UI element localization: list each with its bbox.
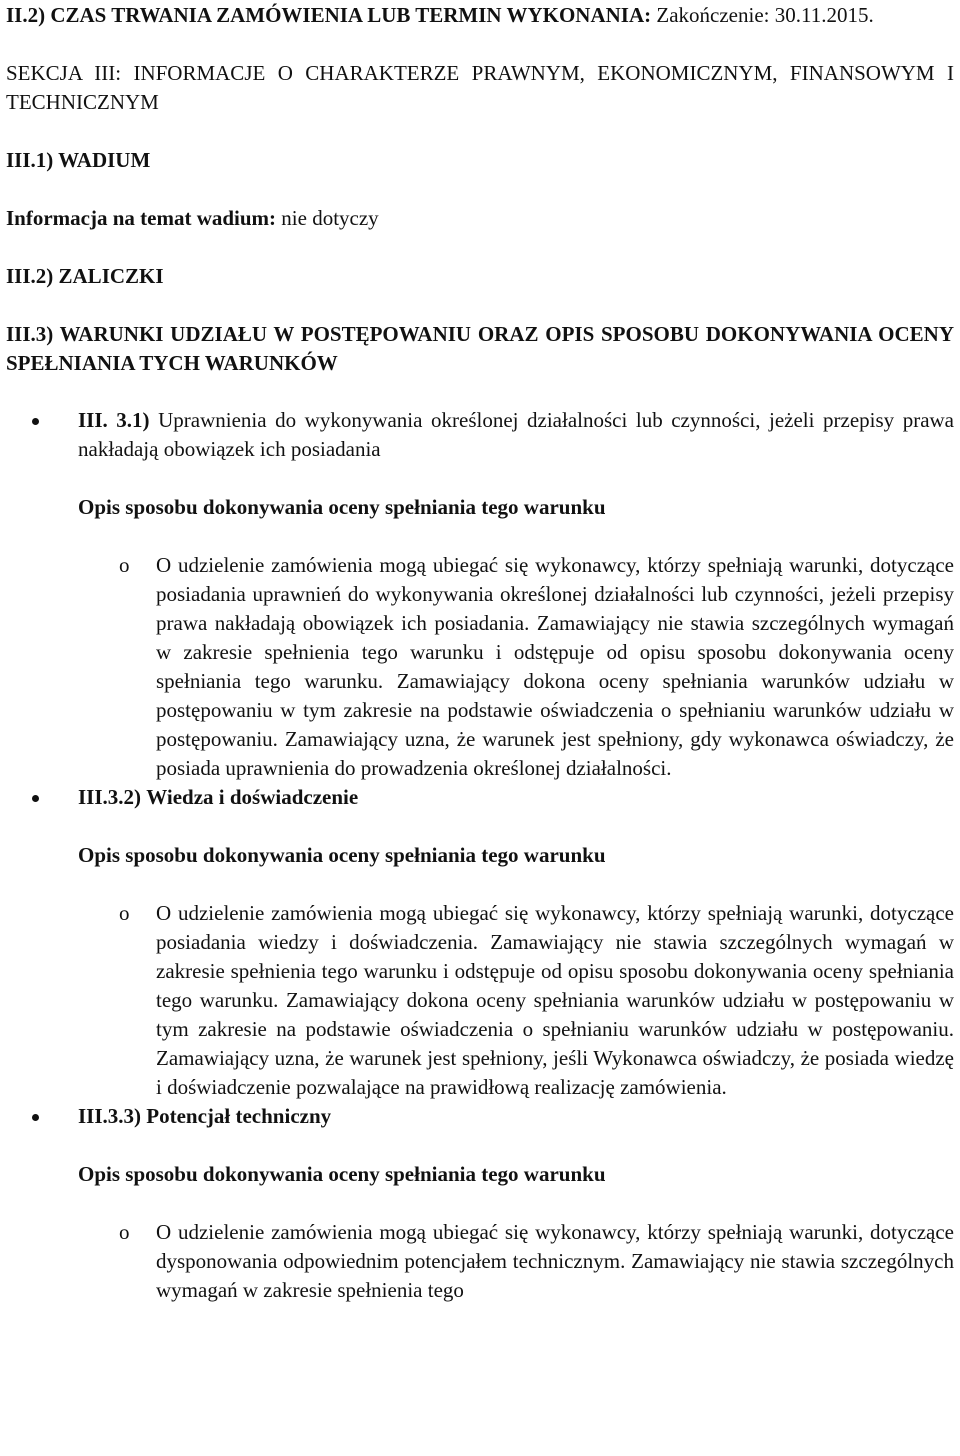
condition-1-title: Uprawnienia do wykonywania określonej działalności lub czynności, jeżeli przepisy prawa nakładają obowiązek ich posiadania (78, 408, 954, 461)
condition-2-subhead: Opis sposobu dokonywania oceny spełniania tego warunku (78, 843, 606, 867)
condition-3-title: Potencjał techniczny (146, 1104, 332, 1128)
condition-2-number: III.3.2) (78, 785, 142, 809)
wadium-info (6, 204, 954, 233)
wadium-heading: III.1) WADIUM (6, 148, 151, 172)
condition-2-description (119, 899, 954, 1102)
condition-3-subhead: Opis sposobu dokonywania oceny spełniania tego warunku (78, 1162, 606, 1186)
section-ii2-value: Zakończenie: 30.11.2015. (656, 3, 874, 27)
condition-item-3 (78, 1102, 954, 1131)
condition-item-2 (78, 783, 954, 812)
wadium-info-label: Informacja na temat wadium: (6, 206, 277, 230)
section-ii2 (6, 1, 954, 30)
section-ii2-label: II.2) CZAS TRWANIA ZAMÓWIENIA LUB TERMIN WYKONANIA: (6, 3, 652, 27)
condition-3-description (119, 1218, 954, 1305)
condition-2-body: O udzielenie zamówienia mogą ubiegać się wykonawcy, którzy spełniają warunki, dotyczące posiadania wiedzy i doświadczenia. Zamawiający nie stawia szczególnych wymagań w zakresie spełnienia tego warunku i odstępuje od opisu sposobu dokonywania oceny spełniania tego warunku. Zamawiający dokona oceny spełniania warunków udziału w postępowaniu w tym zakresie na podstawie oświadczenia o spełnianiu warunków udziału w postępowaniu. Zamawiający uzna, że warunek jest spełniony, jeśli Wykonawca oświadczy, że posiada wiedzę i doświadczenie pozwalające na prawidłową realizację zamówienia. (156, 901, 954, 1099)
section-iii-title: SEKCJA III: INFORMACJE O CHARAKTERZE PRAWNYM, EKONOMICZNYM, FINANSOWYM I TECHNICZNYM (6, 61, 954, 114)
bullet-icon (32, 418, 39, 425)
circle-marker-icon: o (119, 901, 130, 925)
zaliczki-heading: III.2) ZALICZKI (6, 264, 164, 288)
bullet-icon (32, 1114, 39, 1121)
condition-1-body: O udzielenie zamówienia mogą ubiegać się wykonawcy, którzy spełniają warunki, dotyczące posiadania uprawnień do wykonywania określonej działalności lub czynności, jeżeli przepisy prawa nakładają obowiązek ich posiadania. Zamawiający nie stawia szczególnych wymagań w zakresie spełnienia tego warunku i odstępuje od opisu sposobu dokonywania oceny spełniania tego warunku. Zamawiający dokona oceny spełniania warunków udziału w postępowaniu w tym zakresie na podstawie oświadczenia o spełnianiu warunków udziału w postępowaniu. Zamawiający uzna, że warunek jest spełniony, gdy wykonawca oświadczy, że posiada uprawnienia do prowadzenia określonej działalności. (156, 553, 954, 780)
condition-3-body: O udzielenie zamówienia mogą ubiegać się wykonawcy, którzy spełniają warunki, dotyczące dysponowania odpowiednim potencjałem technicznym. Zamawiający nie stawia szczególnych wymagań w zakresie spełnienia tego (156, 1220, 954, 1302)
condition-2-title: Wiedza i doświadczenie (146, 785, 359, 809)
circle-marker-icon: o (119, 553, 130, 577)
bullet-icon (32, 795, 39, 802)
wadium-info-value: nie dotyczy (281, 206, 379, 230)
warunki-heading: III.3) WARUNKI UDZIAŁU W POSTĘPOWANIU ORAZ OPIS SPOSOBU DOKONYWANIA OCENY SPEŁNIANIA TYCH WARUNKÓW (6, 322, 954, 375)
condition-3-number: III.3.3) (78, 1104, 142, 1128)
condition-1-subhead: Opis sposobu dokonywania oceny spełniania tego warunku (78, 495, 606, 519)
condition-1-description (119, 551, 954, 783)
condition-item-1 (78, 406, 954, 464)
condition-1-number: III. 3.1) (78, 408, 150, 432)
circle-marker-icon: o (119, 1220, 130, 1244)
